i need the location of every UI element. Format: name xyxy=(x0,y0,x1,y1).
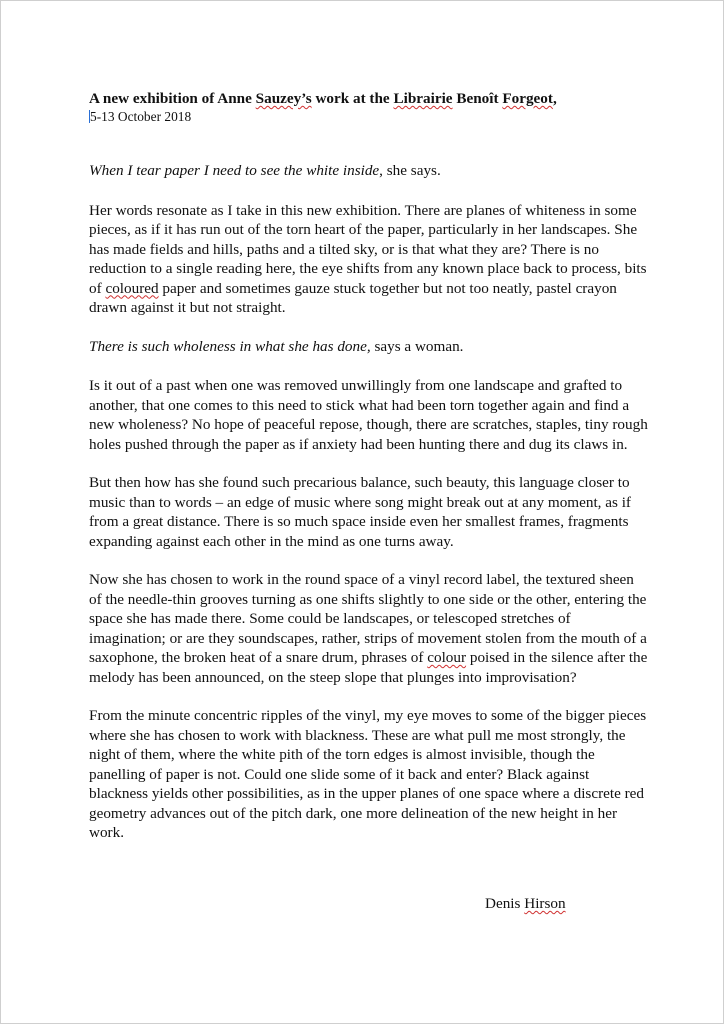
title-text: A new exhibition of Anne xyxy=(89,90,256,107)
author-first-name: Denis xyxy=(485,895,525,912)
title-name-misspelled: Sauzey’s xyxy=(255,90,312,107)
second-quote xyxy=(89,337,649,357)
date-first-char: 5 xyxy=(90,109,97,124)
quote-attribution: says a woman. xyxy=(370,337,464,355)
title-text: work at the xyxy=(311,90,394,107)
document-title xyxy=(89,89,649,108)
author-signature xyxy=(485,894,566,913)
paragraph-text: Her words resonate as I take in this new exhibition. There are planes of whiteness in some pieces, as if it has run out of the torn heart of the paper, particularly in her landscapes. She has made fields and hills, paths and a tilted sky, or is that what they are? There is no reduction to a single reading here, the eye shifts from any known place back to process, bits of xyxy=(89,201,647,297)
paragraph-4 xyxy=(89,570,649,687)
quote-italic: There is such wholeness in what she has done, xyxy=(89,337,371,355)
paragraph-3: But then how has she found such precarious balance, such beauty, this language closer to music than to words – an edge of music where song might break out at any moment, as if from a great distance. There is so much space inside even her smallest frames, fragments expanding against each other in the mind as one turns away. xyxy=(89,474,631,550)
date-text: -13 October 2018 xyxy=(96,109,192,124)
title-text: , xyxy=(552,90,557,107)
paragraph-5: From the minute concentric ripples of the vinyl, my eye moves to some of the bigger pieces where she has chosen to work with blackness. These are what pull me most strongly, the night of them, where the white pith of the torn edges is almost invisible, though the panelling of paper is not. Could one slide some of it back and enter? Black against blackness yields other possibilities, as in the upper planes of one space where a discrete red geometry advances out of the pitch dark, one more delineation of the new height in her work. xyxy=(89,707,647,841)
word-misspelled: colour xyxy=(427,649,467,666)
title-text: Benoît xyxy=(452,90,503,107)
quote-italic: When I tear paper I need to see the white inside xyxy=(89,162,380,179)
opening-quote xyxy=(89,161,649,181)
word-misspelled: coloured xyxy=(105,279,159,297)
document-body[interactable] xyxy=(89,89,649,862)
paragraph-text: poised in the silence after the melody has been announced, on the steep slope that plunges into improvisation? xyxy=(89,649,648,686)
quote-attribution: , she says. xyxy=(379,162,441,179)
paragraph-text: paper and sometimes gauze stuck together but not too neatly, pastel crayon drawn against it but not straight. xyxy=(89,279,617,316)
exhibition-dates xyxy=(89,108,649,125)
paragraph-1 xyxy=(89,201,649,318)
author-last-name-misspelled: Hirson xyxy=(524,895,566,912)
title-name-misspelled: Forgeot xyxy=(502,90,553,107)
title-word-misspelled: Librairie xyxy=(393,90,453,107)
paragraph-text: Now she has chosen to work in the round space of a vinyl record label, the textured sheen of the needle-thin grooves turning as one shifts slightly to one side or the other, entering the space she has made there. Some could be landscapes, or telescoped stretches of imagination; or are they soundscapes, rather, strips of movement stolen from the mouth of a saxophone, the broken heat of a snare drum, phrases of xyxy=(89,571,647,666)
paragraph-2: Is it out of a past when one was removed unwillingly from one landscape and grafted to another, that one comes to this need to stick what had been torn together again and find a new wholeness? No hope of peaceful repose, though, there are scratches, staples, tiny rough holes pushed through the paper as if anxiety had been hunting there and dug its claws in. xyxy=(89,377,648,453)
